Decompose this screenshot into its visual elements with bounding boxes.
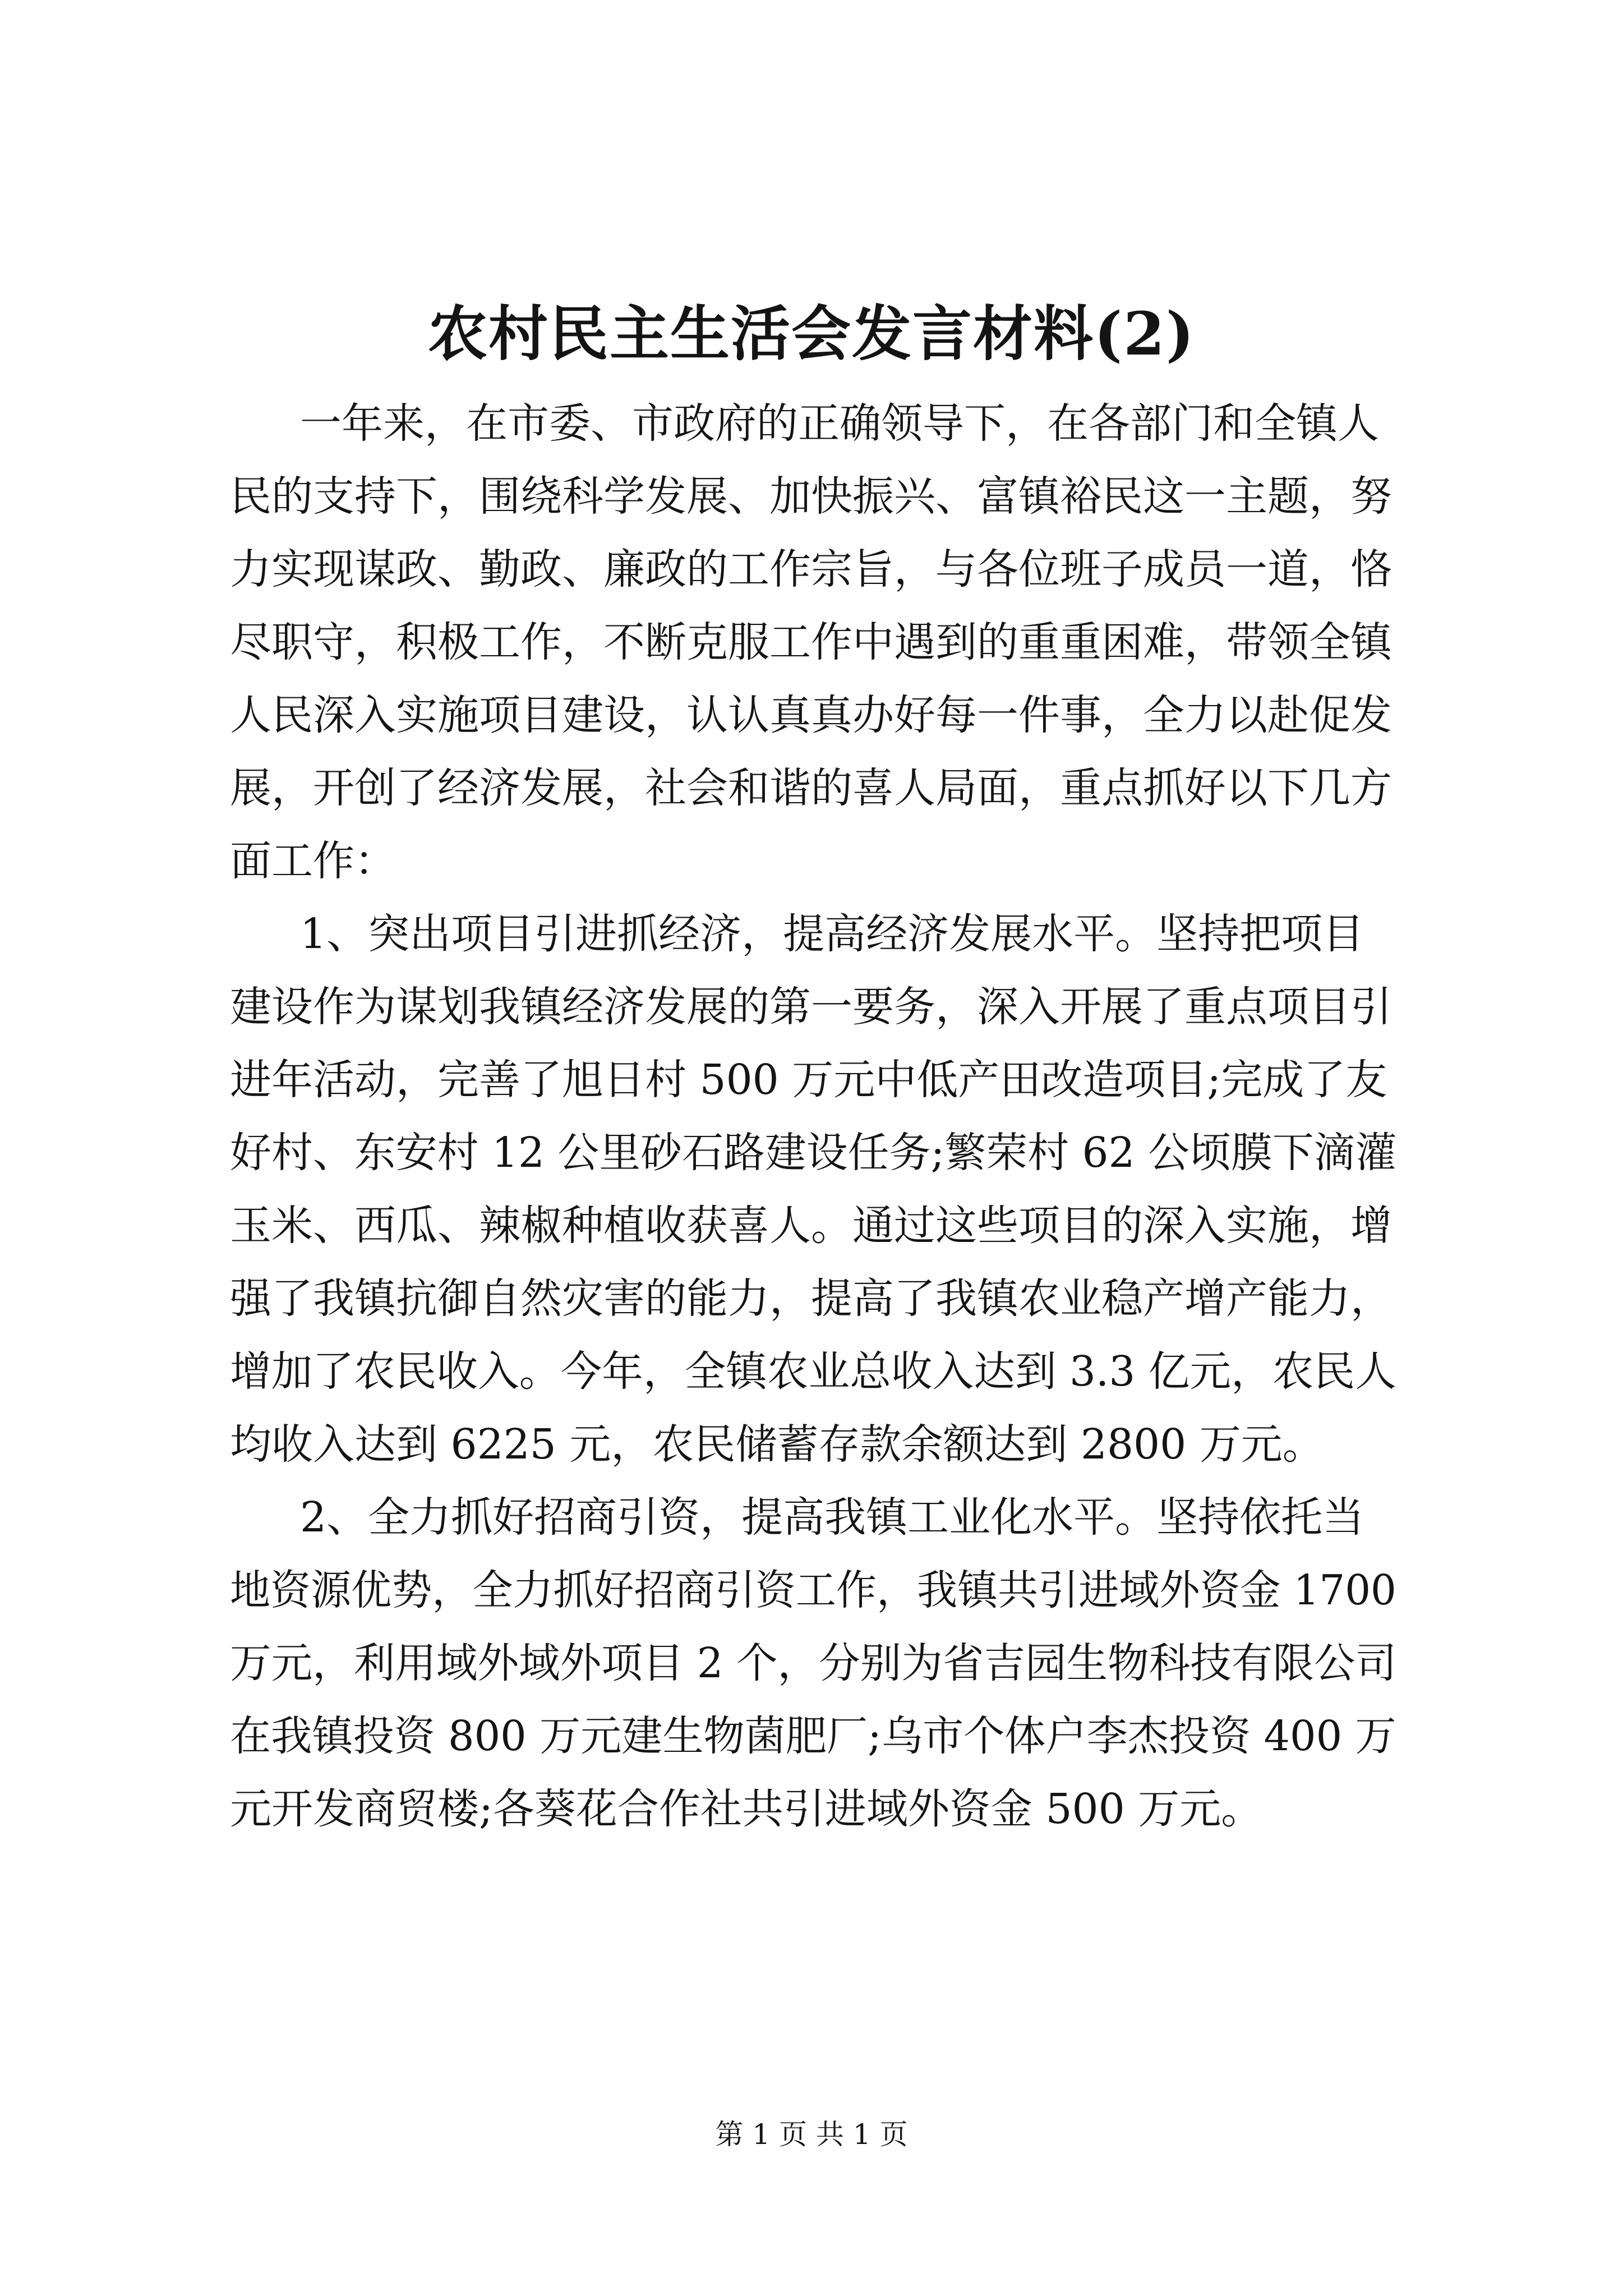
body-line: 地资源优势，全力抓好招商引资工作，我镇共引进域外资金 1700 [230,1566,1396,1614]
body-line: 一年来，在市委、市政府的正确领导下，在各部门和全镇人 [300,399,1379,448]
body-line: 人民深入实施项目建设，认认真真办好每一件事，全力以赴促发 [230,691,1392,739]
body-line: 2、全力抓好招商引资，提高我镇工业化水平。坚持依托当 [300,1493,1364,1542]
body-line: 力实现谋政、勤政、廉政的工作宗旨，与各位班子成员一道，恪 [230,545,1392,593]
body-line: 万元，利用域外域外项目 2 个，分别为省吉园生物科技有限公司 [230,1639,1397,1687]
body-line: 民的支持下，围绕科学发展、加快振兴、富镇裕民这一主题，努 [230,472,1392,521]
body-line: 在我镇投资 800 万元建生物菌肥厂;乌市个体户李杰投资 400 万 [230,1712,1396,1760]
body-line: 展，开创了经济发展，社会和谐的喜人局面，重点抓好以下几方 [230,764,1392,812]
body-line: 好村、东安村 12 公里砂石路建设任务;繁荣村 62 公顷膜下滴灌 [230,1129,1397,1177]
page-indicator: 第 1 页 共 1 页 [715,2118,908,2151]
body-line: 1、突出项目引进抓经济，提高经济发展水平。坚持把项目 [300,910,1364,958]
body-line: 元开发商贸楼;各葵花合作社共引进域外资金 500 万元。 [230,1785,1263,1833]
body-line: 均收入达到 6225 元，农民储蓄存款余额达到 2800 万元。 [230,1420,1324,1469]
body-line: 玉米、西瓜、辣椒种植收获喜人。通过这些项目的深入实施，增 [230,1202,1392,1250]
document-title: 农村民主生活会发言材料(2) [427,298,1196,369]
body-line: 强了我镇抗御自然灾害的能力，提高了我镇农业稳产增产能力， [230,1274,1392,1323]
body-line: 增加了农民收入。今年，全镇农业总收入达到 3.3 亿元，农民人 [230,1347,1396,1396]
body-line: 面工作： [230,837,396,885]
body-line: 进年活动，完善了旭日村 500 万元中低产田改造项目;完成了友 [230,1056,1387,1104]
body-line: 建设作为谋划我镇经济发展的第一要务，深入开展了重点项目引 [230,983,1392,1031]
body-line: 尽职守，积极工作，不断克服工作中遇到的重重困难，带领全镇 [230,618,1392,666]
